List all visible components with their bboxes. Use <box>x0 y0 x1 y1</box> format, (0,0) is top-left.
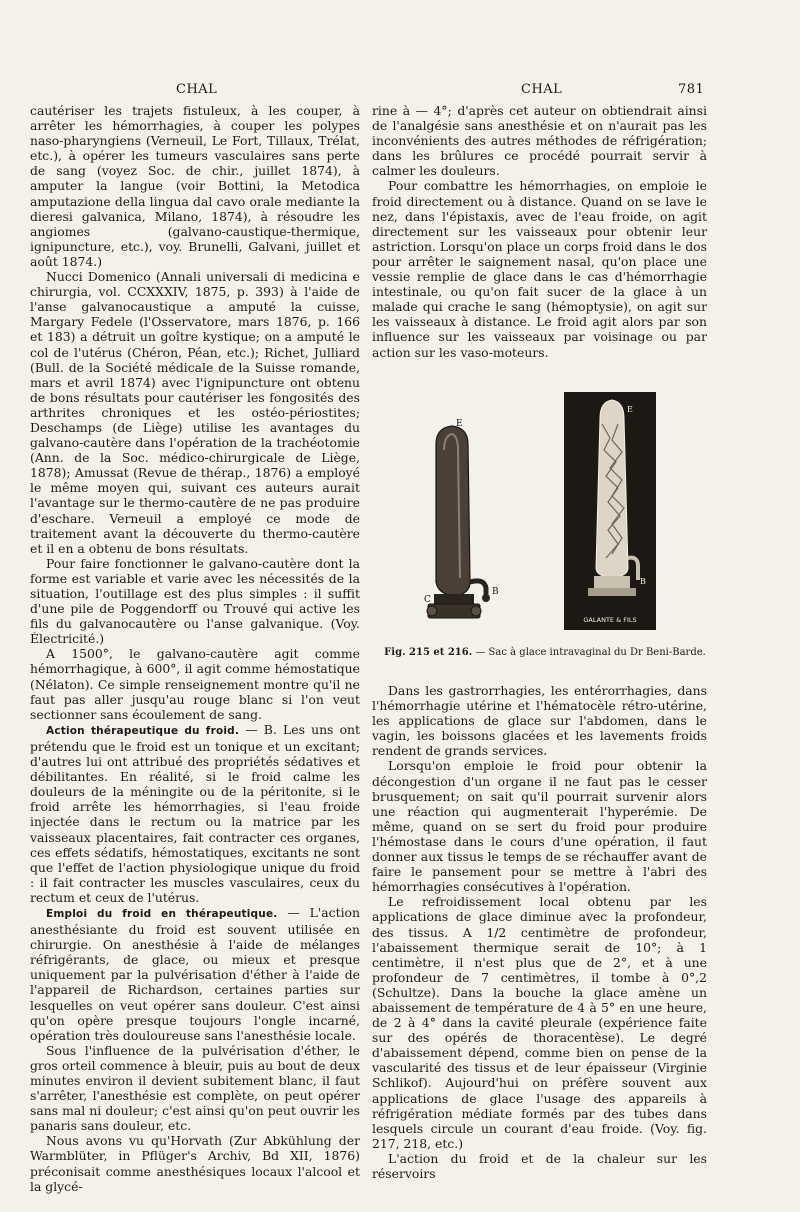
paragraph-text: rine à — 4°; d'après cet auteur on obtiendrait ainsi de l'analgésie sans anesthésie et on n'aurait pas les inconvénients des autres méthodes de réfrigération; dans les brûlures ce procédé pourrait servir à calmer les douleurs. <box>372 103 707 179</box>
paragraph <box>30 646 360 721</box>
fig-216-section <box>564 392 656 630</box>
paragraph-text: Nous avons vu qu'Horvath (Zur Abkühlung der Warmblüter, in Pflüger's Archiv, Bd XII, 1876) préconisait comme anesthésiques locaux l'alcool et la glycé- <box>30 1133 360 1194</box>
figure-illustration <box>372 388 707 658</box>
page-number: 781 <box>678 82 705 97</box>
paragraph-text: — L'action anesthésiante du froid est souvent utilisée en chirurgie. On anesthésie à l'aide de mélanges réfrigérants, de glace, ou mieux et presque uniquement par la pulvérisation d'éther à l'aide de l'appareil de Richardson, certaines parties sur lesquelles on veut opérer sans douleur. C'est ainsi qu'on opère presque toujours l'ongle incarné, opération très douloureuse sans l'anesthésie locale. <box>30 904 360 1043</box>
right-column-bottom <box>372 683 707 1181</box>
right-column-top <box>372 103 707 360</box>
paragraph <box>372 758 707 894</box>
paragraph <box>30 1133 360 1193</box>
paragraph-text: A 1500°, le galvano-cautère agit comme hémorrhagique, à 600°, il agit comme hémostatique (Nélaton). Ce simple renseignement montre qu'il ne faut pas aller jusqu'au rouge blanc si l'on veut sectionner sans écoulement de sang. <box>30 646 360 722</box>
label-b-right: B <box>640 577 646 586</box>
paragraph-text: Nucci Domenico (Annali universali di medicina e chirurgia, vol. CCXXXIV, 1875, p. 393) à l'aide de l'anse galvanocaustique a amputé la cuisse, Margary Fedele (l'Osservatore, mars 1876, p. 166 et 183) a détruit un goître kystique; on a amputé le col de l'utérus (Chéron, Péan, etc.); Richet, Julliard (Bull. de la Société médicale de la Suisse romande, mars et avril 1874) avec l'ignipuncture ont obtenu de bons résultats pour cautériser les fongosités des arthrites chroniques et les ostéo-périostites; Deschamps (de Liège) utilise les avantages du galvano-cautère dans l'opération de la trachéotomie (Ann. de la Soc. médico-chirurgicale de Liège, 1878); Amussat (Revue de thérap., 1876) a employé le même moyen qui, suivant ces auteurs aurait l'avantage sur le thermo-cautère de ne pas produire d'eschare. Verneuil a employé ce mode de traitement avant la découverte du thermo-cautère et il en a obtenu de bons résultats. <box>30 269 360 556</box>
paragraph <box>30 556 360 647</box>
paragraph <box>372 683 707 758</box>
paragraph-text: Lorsqu'on emploie le froid pour obtenir la décongestion d'un organe il ne faut pas le cesser brusquement; on sait qu'il pourrait survenir alors une réaction qui augmenterait l'hyperémie. De même, quand on se sert du froid pour produire l'hémostase dans le cours d'une opération, il faut donner aux tissus le temps de se réchauffer avant de faire le pansement pour se mettre à l'abri des hémorrhagies consécutives à l'opération. <box>372 758 707 895</box>
label-e-left: E <box>456 419 463 429</box>
paragraph <box>30 269 360 556</box>
paragraph <box>30 905 360 1043</box>
paragraph-text: Le refroidissement local obtenu par les applications de glace diminue avec la profondeur, des tissus. A 1/2 centimètre de profondeur, l'abaissement thermique serait de 10°; à 1 centimètre, il n'est plus que de 2°, et à une profondeur de 7 centimètres, il tombe à 0°,2 (Schultze). Dans la bouche la glace amène un abaissement de température de 4 à 5° en une heure, de 2 à 4° dans la cavité pleurale (expérience faite sur des opérés de thoracentèse). Le degré d'abaissement dépend, comme bien on pense de la vascularité des tissus et de leur épaisseur (Virginie Schlikof). Aujourd'hui on préfère souvent aux applications de glace l'usage des appareils à réfrigération médiate formés par des tubes dans lesquels circule un courant d'eau froide. (Voy. fig. 217, 218, etc.) <box>372 894 707 1151</box>
paragraph <box>30 103 360 269</box>
engraver-signature: GALANTE & FILS <box>583 616 637 624</box>
paragraph <box>372 1151 707 1181</box>
figure-number: Fig. 215 et 216. <box>384 647 473 658</box>
running-head-right: CHAL <box>521 82 563 97</box>
figure-caption <box>380 647 710 658</box>
section-heading: Action thérapeutique du froid. <box>46 724 240 737</box>
paragraph-text: Dans les gastrorrhagies, les entérorrhagies, dans l'hémorrhagie utérine et l'hématocèle rétro-utérine, les applications de glace sur l'abdomen, dans le vagin, les boissons glacées et les lavements froids rendent de grands services. <box>372 683 707 759</box>
paragraph-text: — B. Les uns ont prétendu que le froid est un tonique et un excitant; d'autres lui ont attribué des propriétés sédatives et débilitantes. En réalité, si le froid calme les douleurs de la méningite ou de la péritonite, si le froid arrête les hémorrhagies, si l'eau froide injectée dans le rectum ou la matrice par les vaisseaux placentaires, fait contracter ces organes, ces effets sédatifs, hémostatiques, excitants ne sont que l'effet de l'action physiologique unique du froid : il fait contracter les muscles vasculaires, ceux du rectum et ceux de l'utérus. <box>30 721 360 905</box>
running-head-left: CHAL <box>176 82 218 97</box>
figure-ice-bag <box>372 388 707 658</box>
paragraph <box>30 722 360 905</box>
figure-caption-text: — Sac à glace intravaginal du Dr Beni-Barde. <box>472 647 706 658</box>
paragraph-text: cautériser les trajets fistuleux, à les couper, à arrêter les hémorrhagies, à couper les polypes naso-pharyngiens (Verneuil, Le Fort, Tillaux, Trélat, etc.), à opérer les tumeurs vasculaires sans perte de sang (voyez Soc. de chir., juillet 1874), à amputer la langue (voir Bottini, la Metodica amputazione della lingua dal cavo orale mediante la dieresi galvanica, Milano, 1874), à résoudre les angiomes (galvano-caustique-thermique, ignipuncture, etc.), voy. Brunelli, Galvani, juillet et août 1874.) <box>30 103 360 269</box>
paragraph-text: Pour combattre les hémorrhagies, on emploie le froid directement ou à distance. Quand on se lave le nez, dans l'épistaxis, avec de l'eau froide, on agit directement sur les vaisseaux pour obtenir leur astriction. Lorsqu'on place un corps froid dans le dos pour arrêter le saignement nasal, qu'on place une vessie remplie de glace dans le cas d'hémorrhagie intestinale, ou qu'on fait sucer de la glace à un malade qui crache le sang (hémoptysie), on agit sur les vaisseaux à distance. Le froid agit alors par son influence sur les vaisseaux par voisinage ou par action sur les vaso-moteurs. <box>372 178 707 360</box>
label-c-left: C <box>424 595 431 605</box>
paragraph-text: L'action du froid et de la chaleur sur les réservoirs <box>372 1150 707 1181</box>
left-column <box>30 103 360 1194</box>
label-e-right: E <box>627 405 633 414</box>
paragraph <box>30 1043 360 1134</box>
fig-215-ice-bag <box>424 419 499 618</box>
section-heading: Emploi du froid en thérapeutique. <box>46 907 278 920</box>
paragraph <box>372 894 707 1151</box>
paragraph-text: Pour faire fonctionner le galvano-cautère dont la forme est variable et varie avec les nécessités de la situation, l'outillage est des plus simples : il suffit d'une pile de Poggendorff ou Trouvé qui active les fils du galvanocautère ou l'anse galvanique. (Voy. Électricité.) <box>30 555 360 647</box>
paragraph-text: Sous l'influence de la pulvérisation d'éther, le gros orteil commence à bleuir, puis au bout de deux minutes environ il devient subitement blanc, il faut s'arrêter, l'anesthésie est complète, on peut opérer sans mal ni douleur; c'est ainsi qu'on peut ouvrir les panaris sans douleur, etc. <box>30 1042 360 1134</box>
paragraph <box>372 103 707 178</box>
paragraph <box>372 178 707 359</box>
label-b-left: B <box>492 587 499 597</box>
